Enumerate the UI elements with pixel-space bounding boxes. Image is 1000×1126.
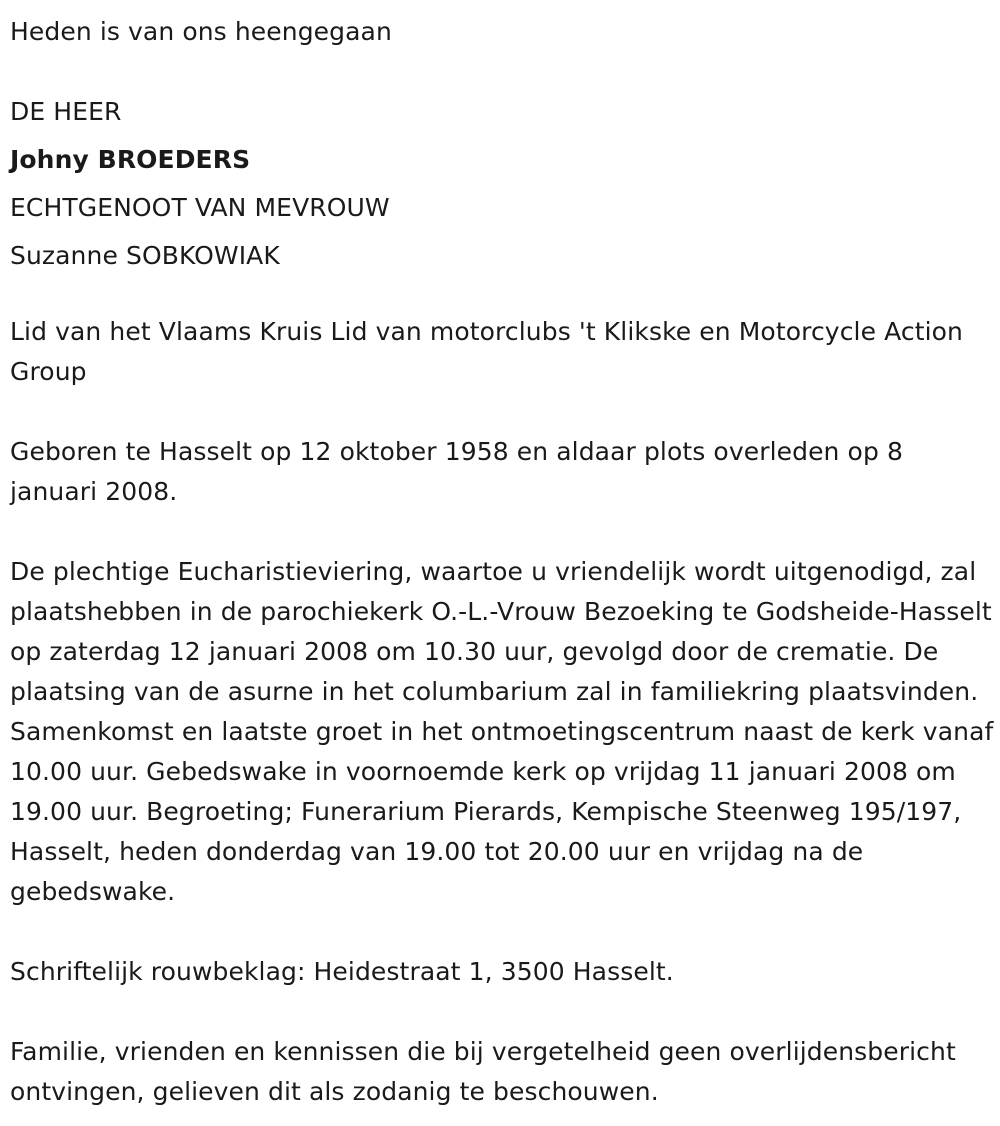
birth-death-paragraph: Geboren te Hasselt op 12 oktober 1958 en aldaar plots overleden op 8 januari 2008.	[10, 437, 903, 506]
spacer	[10, 280, 995, 312]
obituary-notice	[10, 8, 995, 1112]
spouse-name: Suzanne SOBKOWIAK	[10, 241, 280, 270]
spacer	[10, 912, 995, 952]
spacer	[10, 992, 995, 1032]
intro-line: Heden is van ons heengegaan	[10, 17, 392, 46]
memberships-paragraph: Lid van het Vlaams Kruis Lid van motorclubs 't Klikske en Motorcycle Action Group	[10, 317, 964, 386]
spacer	[10, 512, 995, 552]
deceased-name: Johny BROEDERS	[10, 145, 251, 174]
closing-paragraph: Familie, vrienden en kennissen die bij vergetelheid geen overlijdensbericht ontvingen, gelieven dit als zodanig te beschouwen.	[10, 1037, 956, 1106]
ceremony-paragraph: De plechtige Eucharistieviering, waartoe u vriendelijk wordt uitgenodigd, zal plaatshebben in de parochiekerk O.-L.-Vrouw Bezoeking te Godsheide-Hasselt op zaterdag 12 januari 2008 om 10.30 uur, gevolgd door de crematie. De plaatsing van de asurne in het columbarium zal in familiekring plaatsvinden. Samenkomst en laatste groet in het ontmoetingscentrum naast de kerk vanaf 10.00 uur. Gebedswake in voornoemde kerk op vrijdag 11 januari 2008 om 19.00 uur. Begroeting; Funerarium Pierards, Kempische Steenweg 195/197, Hasselt, heden donderdag van 19.00 tot 20.00 uur en vrijdag na de gebedswake.	[10, 557, 994, 906]
condolences-paragraph: Schriftelijk rouwbeklag: Heidestraat 1, 3500 Hasselt.	[10, 957, 674, 986]
spacer	[10, 56, 995, 88]
spacer	[10, 392, 995, 432]
spouse-label: ECHTGENOOT VAN MEVROUW	[10, 193, 390, 222]
title-line: DE HEER	[10, 97, 122, 126]
